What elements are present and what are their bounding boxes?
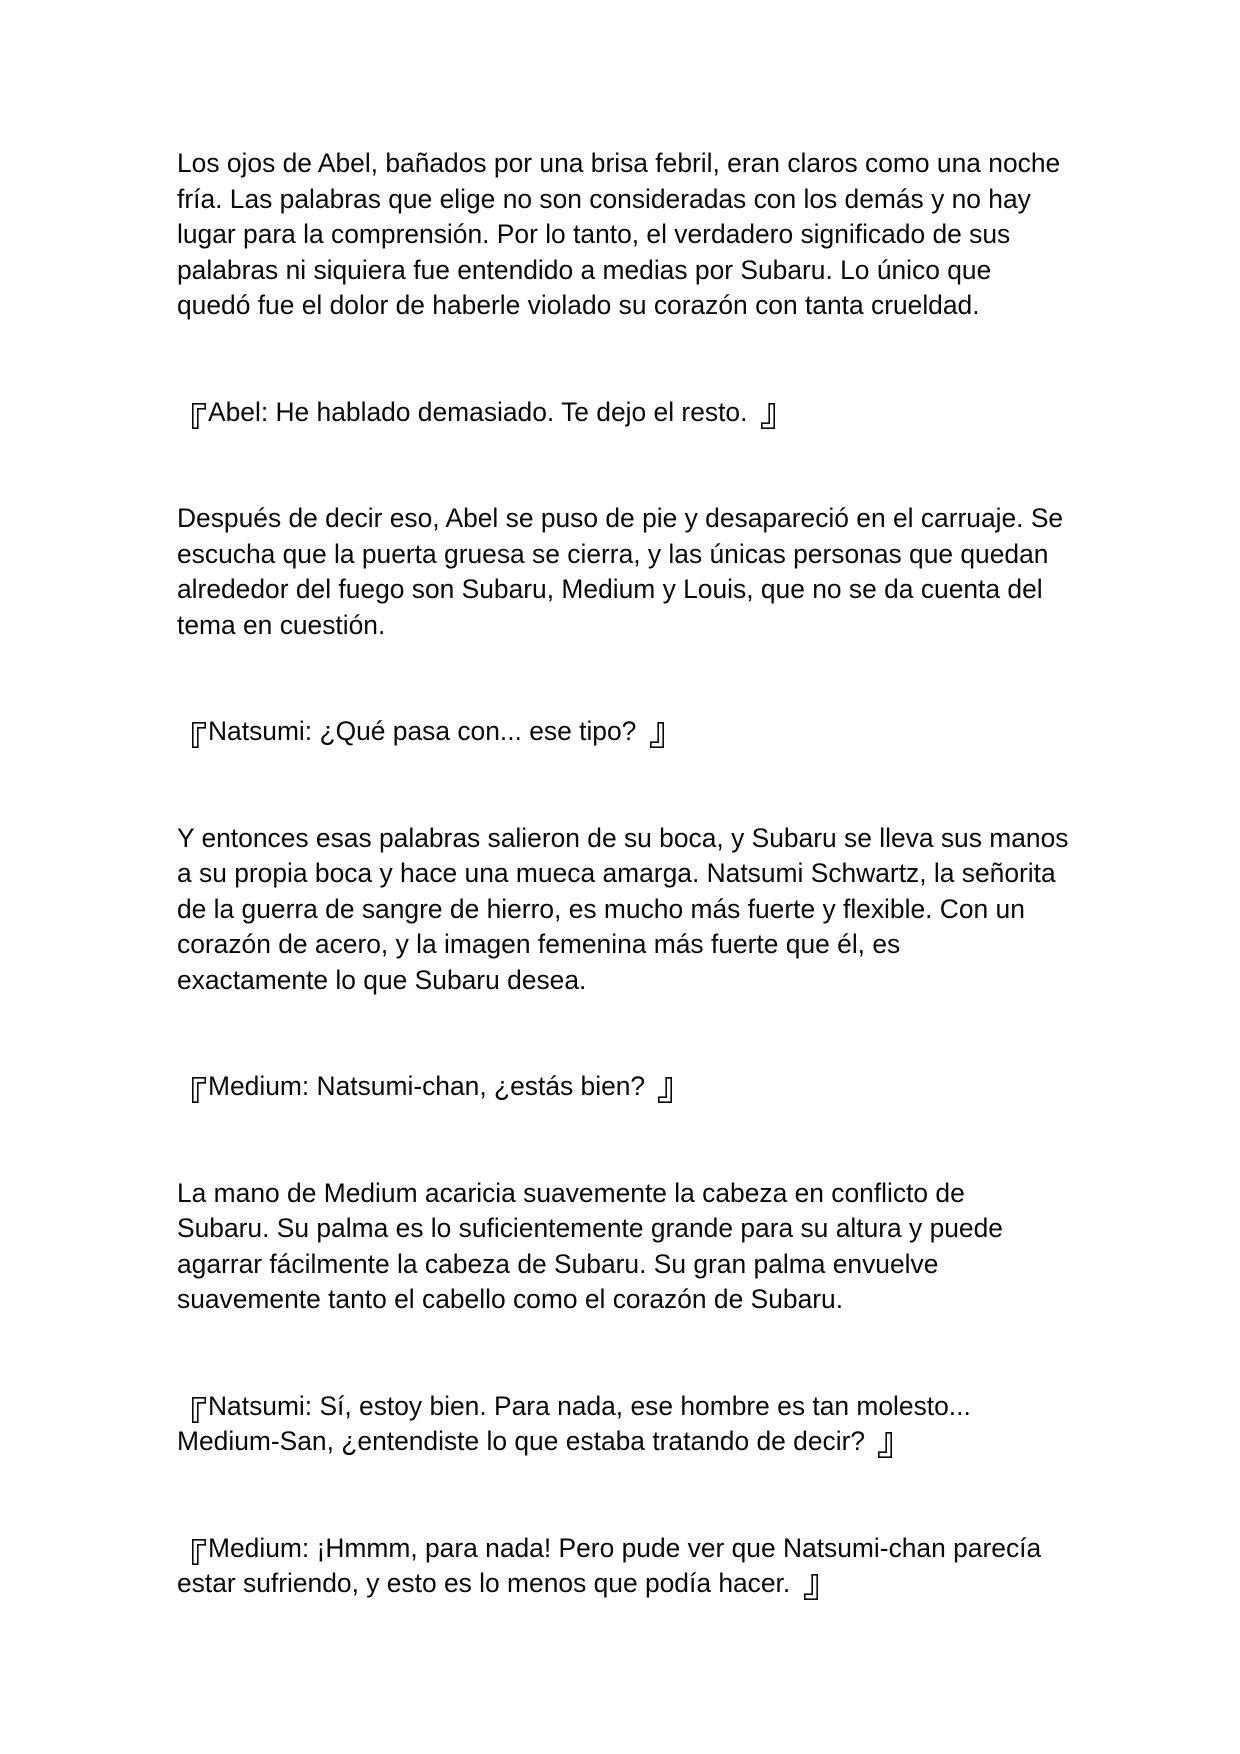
open-bracket-shape: [192, 403, 206, 429]
paragraph-line: alrededor del fuego son Subaru, Medium y Louis, que no se da cuenta del: [177, 574, 1043, 604]
close-bracket: [798, 1566, 829, 1602]
open-bracket: [177, 714, 208, 750]
paragraph-line: tema en cuestión.: [177, 609, 386, 640]
paragraph: [177, 501, 1240, 643]
dialogue-text: Natsumi: Sí, estoy bien. Para nada, ese hombre es tan molesto...: [208, 1390, 971, 1421]
close-bracket-shape: [658, 1077, 672, 1103]
close-bracket-shape: [650, 722, 664, 748]
paragraph-line: Los ojos de Abel, bañados por una brisa febril, eran claros como una noche: [177, 148, 1061, 178]
paragraph-line: corazón de acero, y la imagen femenina más fuerte que él, es: [177, 929, 901, 959]
dialogue-text: Medium: ¡Hmmm, para nada! Pero pude ver que Natsumi-chan parecía: [208, 1532, 1042, 1563]
paragraph-line: de la guerra de sangre de hierro, es mucho más fuerte y flexible. Con un: [177, 893, 1025, 924]
paragraph-line: suavemente tanto el cabello como el corazón de Subaru.: [177, 1284, 844, 1314]
dialogue: [177, 1069, 1240, 1105]
open-bracket: [177, 395, 208, 431]
open-bracket: [177, 1531, 208, 1567]
dialogue-line: [177, 1424, 1240, 1460]
dialogue-line: [177, 714, 1240, 750]
paragraph-line: exactamente lo que Subaru desea.: [177, 964, 587, 995]
open-bracket-shape: [192, 1077, 206, 1103]
paragraph: [177, 146, 1240, 324]
open-bracket: [177, 1389, 208, 1425]
close-bracket: [872, 1424, 903, 1460]
paragraph-line: La mano de Medium acaricia suavemente la cabeza en conflicto de: [177, 1177, 965, 1208]
paragraph-line: quedó fue el dolor de haberle violado su corazón con tanta crueldad.: [177, 290, 980, 320]
close-bracket-shape: [878, 1432, 892, 1458]
dialogue-text: Abel: He hablado demasiado. Te dejo el resto.: [208, 396, 755, 427]
paragraph-line: Subaru. Su palma es lo suficientemente grande para su altura y puede: [177, 1213, 1003, 1243]
open-bracket-shape: [192, 722, 206, 748]
dialogue-line: [177, 395, 1240, 431]
paragraph-line: escucha que la puerta gruesa se cierra, y las únicas personas que quedan: [177, 538, 1049, 569]
dialogue-text: estar sufriendo, y esto es lo menos que podía hacer.: [177, 1568, 798, 1598]
paragraph-line: lugar para la comprensión. Por lo tanto, el verdadero significado de sus: [177, 219, 1011, 249]
paragraph-line: agarrar fácilmente la cabeza de Subaru. Su gran palma envuelve: [177, 1248, 939, 1279]
close-bracket: [644, 714, 675, 750]
paragraph-line: Después de decir eso, Abel se puso de pie y desapareció en el carruaje. Se: [177, 503, 1064, 533]
close-bracket: [755, 395, 786, 431]
close-bracket: [652, 1069, 683, 1105]
dialogue-text: Natsumi: ¿Qué pasa con... ese tipo?: [208, 716, 644, 746]
close-bracket-shape: [761, 403, 775, 429]
dialogue-line: [177, 1389, 1240, 1425]
paragraph-line: Y entonces esas palabras salieron de su boca, y Subaru se lleva sus manos: [177, 822, 1069, 853]
open-bracket-shape: [192, 1397, 206, 1423]
paragraph-line: fría. Las palabras que elige no son consideradas con los demás y no hay: [177, 183, 1031, 214]
dialogue-text: Medium-San, ¿entendiste lo que estaba tratando de decir?: [177, 1426, 873, 1456]
close-bracket-shape: [804, 1574, 818, 1600]
dialogue: [177, 1389, 1240, 1460]
dialogue: [177, 1531, 1240, 1602]
dialogue-line: [177, 1566, 1240, 1602]
dialogue-text: Medium: Natsumi-chan, ¿estás bien?: [208, 1071, 653, 1101]
paragraph-line: a su propia boca y hace una mueca amarga. Natsumi Schwartz, la señorita: [177, 858, 1056, 888]
paragraph-line: palabras ni siquiera fue entendido a medias por Subaru. Lo único que: [177, 254, 992, 285]
dialogue: [177, 714, 1240, 750]
open-bracket-shape: [192, 1539, 206, 1565]
open-bracket: [177, 1069, 208, 1105]
paragraph: [177, 1176, 1240, 1318]
dialogue-line: [177, 1069, 1240, 1105]
dialogue: [177, 395, 1240, 431]
paragraph: [177, 821, 1240, 999]
dialogue-line: [177, 1531, 1240, 1567]
